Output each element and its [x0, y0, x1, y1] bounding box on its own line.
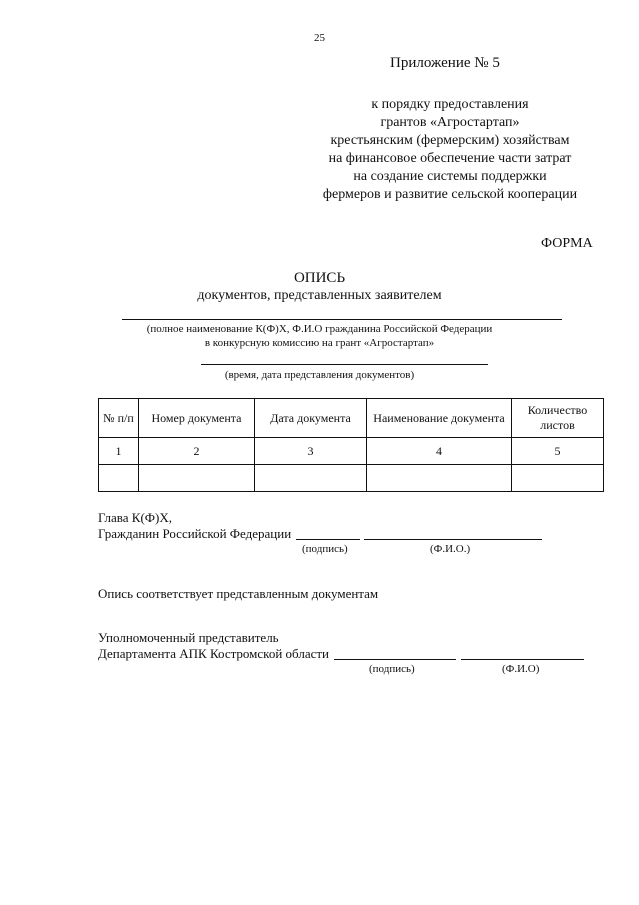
- table-cell: 2: [139, 438, 255, 465]
- appendix-note: [300, 96, 600, 204]
- representative-signature-caption: (подпись): [369, 663, 415, 675]
- appendix-note-line: к порядку предоставления: [371, 97, 529, 112]
- appendix-title: Приложение № 5: [390, 55, 500, 71]
- appendix-note-line: крестьянским (фермерским) хозяйствам: [330, 133, 570, 148]
- table-cell: [512, 465, 604, 492]
- representative-name-caption: (Ф.И.О): [502, 663, 540, 675]
- head-signature-caption: (подпись): [302, 543, 348, 555]
- applicant-caption-line2: в конкурсную комиссию на грант «Агростартап»: [204, 337, 435, 349]
- head-signature-line1: Глава К(Ф)Х,: [98, 510, 173, 525]
- submission-time-line: [201, 364, 488, 365]
- table-cell: [139, 465, 255, 492]
- column-header-doc-date: Дата документа: [255, 399, 367, 438]
- representative-name-blank: [461, 659, 584, 660]
- page-number: 25: [314, 32, 325, 44]
- applicant-name-line: [122, 319, 562, 320]
- applicant-caption-line1: (полное наименование К(Ф)Х, Ф.И.О гражданина Российской Федерации: [146, 323, 493, 335]
- head-signature-line2: Гражданин Российской Федерации: [98, 526, 292, 541]
- form-label: ФОРМА: [541, 236, 593, 251]
- column-header-doc-number: Номер документа: [139, 399, 255, 438]
- conformity-text: Опись соответствует представленным документам: [98, 586, 379, 601]
- table-row: [99, 465, 604, 492]
- column-header-sheet-count: Количество листов: [512, 399, 604, 438]
- table-cell: [255, 465, 367, 492]
- table-cell: 3: [255, 438, 367, 465]
- head-signature-blank: [296, 539, 360, 540]
- appendix-note-line: фермеров и развитие сельской кооперации: [322, 187, 578, 202]
- representative-line2: Департамента АПК Костромской области: [98, 646, 329, 661]
- appendix-note-line: на финансовое обеспечение части затрат: [328, 151, 572, 166]
- document-title: ОПИСЬ: [293, 270, 346, 286]
- table-cell: 4: [367, 438, 512, 465]
- appendix-note-line: на создание системы поддержки: [353, 169, 547, 184]
- table-cell: 1: [99, 438, 139, 465]
- table-row: [99, 438, 604, 465]
- column-header-number: № п/п: [99, 399, 139, 438]
- representative-line1: Уполномоченный представитель: [98, 630, 279, 645]
- documents-table: [98, 398, 604, 492]
- table-cell: 5: [512, 438, 604, 465]
- table-header-row: [99, 399, 604, 438]
- appendix-note-line: грантов «Агростартап»: [380, 115, 520, 130]
- representative-signature-blank: [334, 659, 456, 660]
- time-caption: (время, дата представления документов): [224, 369, 415, 381]
- column-header-doc-name: Наименование документа: [367, 399, 512, 438]
- document-subtitle: документов, представленных заявителем: [197, 288, 442, 303]
- table-cell: [99, 465, 139, 492]
- table-cell: [367, 465, 512, 492]
- head-name-caption: (Ф.И.О.): [430, 543, 471, 555]
- head-name-blank: [364, 539, 542, 540]
